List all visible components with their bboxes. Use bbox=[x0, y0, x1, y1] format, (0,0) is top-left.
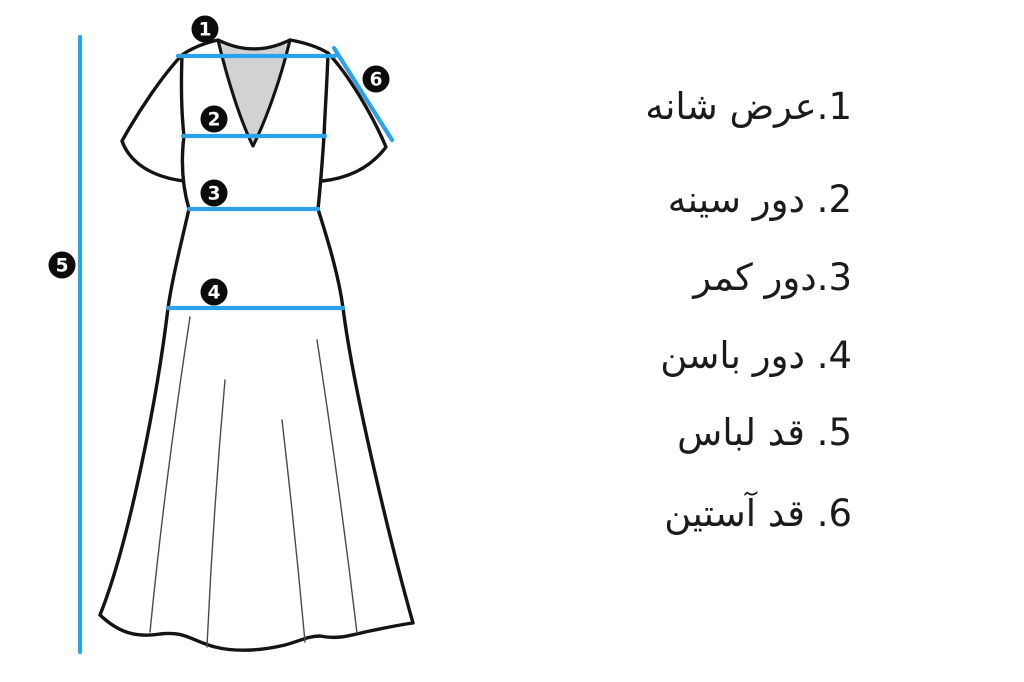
marker-number: 6 bbox=[369, 69, 383, 91]
marker-number: 5 bbox=[55, 255, 69, 277]
marker-number: 3 bbox=[207, 183, 221, 205]
marker-dress-length bbox=[49, 252, 76, 279]
marker-hip-circumference bbox=[201, 279, 228, 306]
marker-sleeve-length bbox=[363, 66, 390, 93]
legend-item-5: 5. قد لباس bbox=[677, 410, 852, 454]
legend-item-3: 3.دور کمر bbox=[693, 255, 852, 299]
legend-item-6: 6. قد آستین bbox=[664, 491, 852, 535]
legend-item-1: 1.عرض شانه bbox=[645, 84, 852, 128]
legend-item-4: 4. دور باسن bbox=[660, 333, 852, 377]
marker-number: 4 bbox=[207, 282, 221, 304]
marker-number: 2 bbox=[207, 109, 221, 131]
marker-number: 1 bbox=[198, 19, 212, 41]
marker-shoulder-width bbox=[192, 16, 219, 43]
marker-bust-circumference bbox=[201, 106, 228, 133]
legend-item-2: 2. دور سینه bbox=[667, 177, 852, 221]
sleeve-length-line bbox=[334, 48, 392, 140]
marker-waist-circumference bbox=[201, 180, 228, 207]
dress-diagram bbox=[0, 0, 460, 682]
left-sleeve bbox=[122, 55, 184, 181]
